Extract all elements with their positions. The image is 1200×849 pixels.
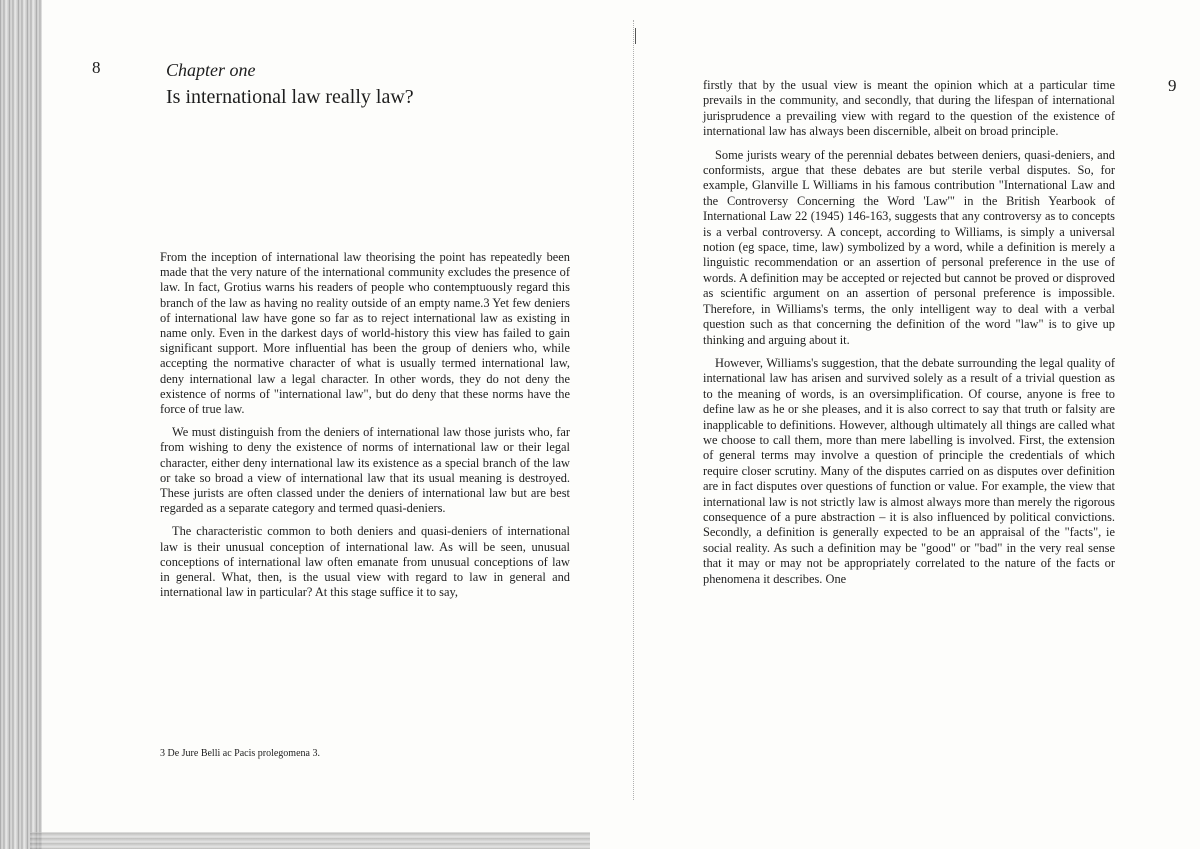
book-binding-shadow (0, 0, 42, 849)
footnote: 3 De Jure Belli ac Pacis prolegomena 3. (160, 748, 320, 759)
gutter-mark (635, 28, 636, 44)
page-gutter (633, 20, 635, 800)
right-paragraph-2: Some jurists weary of the perennial debates between deniers, quasi-deniers, and conformists, argue that these debates are but sterile verbal disputes. So, for example, Glanville L Williams in his famous contribution "International Law and the Controversy Concerning the Word 'Law'" in the British Yearbook of International Law 22 (1945) 146-163, suggests that any controversy as to concepts is a verbal controversy. A concept, according to Williams, is simply a universal notion (eg space, time, law) symbolized by a word, while a definition is merely a linguistic recommendation or an assertion of personal preference in the use of words. A definition may be accepted or rejected but cannot be proved or disproved as scientific argument on an assertion of personal preference is impossible. Therefore, in Williams's terms, the only intelligent way to deal with a verbal question such as that concerning the definition of the word "law" is to give up thinking and arguing about it. (703, 147, 1115, 347)
chapter-label: Chapter one (166, 60, 256, 80)
chapter-title: Is international law really law? (166, 86, 414, 108)
left-page-body (160, 250, 570, 608)
left-page-number: 8 (92, 58, 101, 77)
right-paragraph-1: firstly that by the usual view is meant the opinion which at a particular time prevails in the community, and secondly, that during the lifespan of international jurisprudence a prevailing view with regard to the question of the existence of international law has always been discernible, albeit on broad principle. (703, 78, 1115, 139)
left-paragraph-1: From the inception of international law theorising the point has repeatedly been made that the very nature of the international community excludes the presence of law. In fact, Grotius warns his readers of people who contemptuously regard this branch of the law as having no reality outside of an empty name.3 Yet few deniers of international law have gone so far as to reject international law as existing in name only. Even in the darkest days of world-history this view has failed to gain significant support. More influential has been the group of deniers who, while accepting the normative character of what is usually termed international law, deny international law a legal character. In other words, they do not deny the existence of norms of "international law", but do deny that these norms have the force of true law. (160, 250, 570, 417)
left-paragraph-3: The characteristic common to both deniers and quasi-deniers of international law is their unusual conception of international law. As will be seen, unusual conceptions of international law often emanate from unusual conceptions of law in general. What, then, is the usual view with regard to law in general and international law in particular? At this stage suffice it to say, (160, 524, 570, 600)
right-page-body (703, 78, 1115, 595)
page-edge-shadow (30, 832, 590, 849)
right-page-number: 9 (1168, 76, 1177, 95)
right-paragraph-3: However, Williams's suggestion, that the debate surrounding the legal quality of international law has arisen and survived solely as a result of a trivial question as to the meaning of words, is an oversimplification. Of course, anyone is free to define law as he or she pleases, and it is also correct to say that truth or falsity are inapplicable to definitions. However, although ultimately all things are called what we choose to call them, more than mere labelling is involved. First, the extension of general terms may involve a question of principle the credentials of which require closer scrutiny. Many of the disputes carried on as disputes over definition are in fact disputes over questions of function or value. For example, the view that international law is not strictly law is almost always more than merely the rigorous consequence of a pure abstraction – it is also influenced by political convictions. Secondly, a definition is generally expected to be an appraisal of the "facts", ie social reality. As such a definition may be "good" or "bad" in the very real sense that it may or may not be appropriately correlated to the nature of the facts or phenomena it describes. One (703, 355, 1115, 586)
left-paragraph-2: We must distinguish from the deniers of international law those jurists who, far from wishing to deny the existence of norms of international law or their legal character, either deny international law its existence as a special branch of the law or take so broad a view of international law that its usual meaning is destroyed. These jurists are often classed under the deniers of international law but are best regarded as a separate category and termed quasi-deniers. (160, 425, 570, 516)
